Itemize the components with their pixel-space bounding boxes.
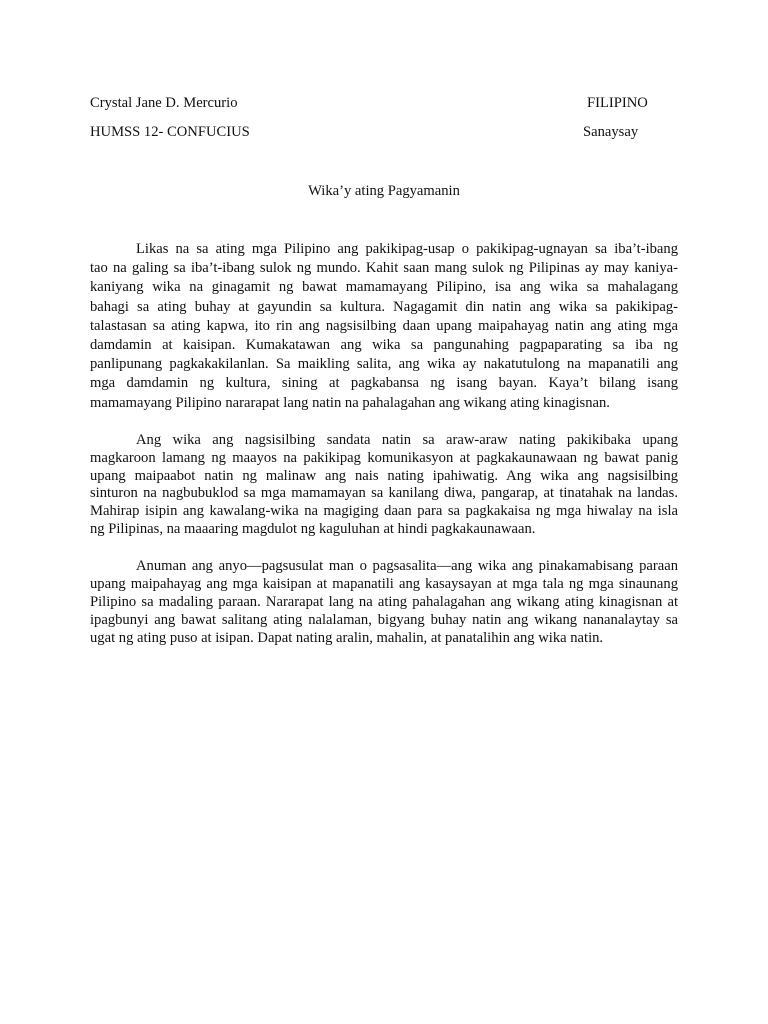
paragraph-line: Anuman ang anyo—pagsusulat man o pagsasalita—ang wika ang pinakamabisang paraan [136, 558, 678, 574]
paragraph-2 [90, 432, 678, 539]
paragraph-line: mamamayang Pilipino nararapat lang natin na pahalagahan ang wikang ating kinagisnan. [90, 394, 610, 411]
paragraph-line: tao na galing sa iba’t-ibang sulok ng mundo. Kahit saan mang sulok ng Pilipinas ay may kaniya- [90, 260, 678, 277]
subject-label: FILIPINO [587, 95, 648, 111]
paragraph-line: Ang wika ang nagsisilbing sandata natin sa araw-araw nating pakikibaka upang [136, 432, 678, 448]
paragraph-line: ipagbunyi ang bawat salitang ating nalalaman, bigyang buhay natin ang wikang nananalaytay sa [90, 612, 678, 628]
paragraph-line: upang maipaabot natin ng malinaw ang nais nating ipahiwatig. Ang wika ang nagsisilbing [90, 467, 678, 484]
paragraph-line: Mahirap isipin ang kawalang-wika na magiging daan para sa pagkakaisa ng mga hiwalay na isla [90, 503, 678, 520]
paragraph-line: bahagi sa ating buhay at gayundin sa kultura. Nagagamit din natin ang wika sa pakikipag- [90, 298, 678, 315]
paragraph-line: sinturon na nagbubuklod sa mga mamamayan sa kanilang diwa, pangarap, at tinatahak na landas. [90, 485, 678, 502]
header-row-2 [90, 122, 680, 142]
paragraph-line: panlipunang pagkakakilanlan. Sa maikling salita, ang wika ay nakatutulong na mapanatili ang [90, 356, 678, 373]
paragraph-line: magkaroon lamang ng maayos na pakikipag komunikasyon at pagkakaunawaan ng bawat panig [90, 449, 678, 466]
paragraph-line: ng Pilipinas, na maaaring magdulot ng kaguluhan at hindi pagkakaunawaan. [90, 520, 536, 537]
genre-label: Sanaysay [583, 124, 639, 140]
author-name: Crystal Jane D. Mercurio [90, 95, 238, 111]
header-row-1 [90, 93, 680, 113]
paragraph-3 [90, 557, 678, 647]
paragraph-1 [90, 240, 678, 413]
paragraph-line: damdamin at kaisipan. Kumakatawan ang wika sa pangunahing pagpaparating sa iba ng [90, 336, 678, 353]
paragraph-line: Pilipino sa madaling paraan. Nararapat lang na ating pahalagahan ang wikang ating kinagisnan at [90, 594, 678, 610]
paragraph-line: Likas na sa ating mga Pilipino ang pakikipag-usap o pakikipag-ugnayan sa iba’t-ibang [136, 241, 678, 257]
paragraph-line: ugat ng ating puso at isipan. Dapat nating aralin, mahalin, at panatalihin ang wika natin. [90, 630, 604, 646]
paragraph-line: kaniyang wika na ginagamit ng bawat mamamayang Pilipino, isa ang wika sa mahalagang [90, 279, 678, 296]
paragraph-line: mga damdamin ng kultura, sining at pagkabansa ng isang bayan. Kaya’t bilang isang [90, 375, 678, 392]
section-name: HUMSS 12- CONFUCIUS [90, 124, 250, 140]
essay-title: Wika’y ating Pagyamanin [308, 183, 460, 199]
paragraph-line: upang maipahayag ang mga kaisipan at mapanatili ang kasaysayan at mga tala ng mga sinaunang [90, 576, 678, 592]
paragraph-line: talastasan sa ating kapwa, ito rin ang nagsisilbing daan upang maipahayag natin ang ating mga [90, 317, 678, 334]
